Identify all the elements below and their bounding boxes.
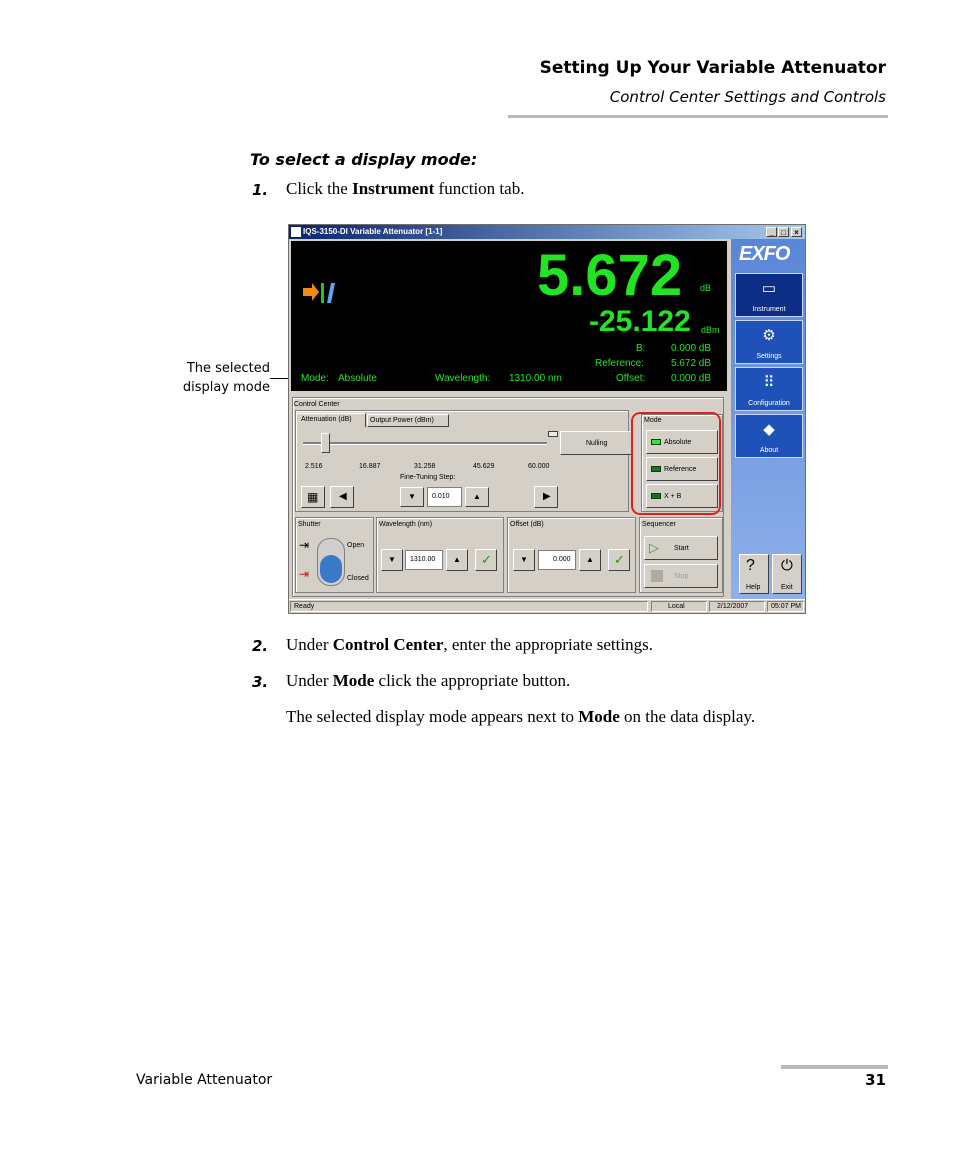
wavelength-up-button[interactable] [446,549,468,571]
about-tab[interactable]: ◆ About [735,414,803,458]
function-sidebar [731,239,806,599]
mode-display-label: Mode: [301,373,329,384]
tab-output-power[interactable]: Output Power (dBm) [367,414,449,427]
triangle-down-icon: ▼ [388,555,396,564]
mode-group-title: Mode [644,417,662,424]
attenuation-slider-thumb[interactable] [321,433,330,453]
decrement-button[interactable] [330,486,354,508]
wavelength-down-button[interactable] [381,549,403,571]
shutter-open-label: Open [347,542,365,549]
keypad-icon: ▦ [307,490,319,504]
callout-label: The selected display mode [182,361,270,395]
instrument-icon: ▭ [761,280,777,297]
slider-max-marker [548,431,558,437]
shutter-closed-label: Closed [347,575,369,582]
app-icon [291,227,301,237]
control-center-title: Control Center [294,401,340,408]
checkmark-icon: ✓ [614,552,625,567]
power-icon: ⏻ [781,557,793,574]
triangle-up-icon: ▲ [453,555,461,564]
fine-step-up-button[interactable] [465,487,489,507]
minimize-button[interactable]: _ [766,227,777,237]
step-3-number: 3. [252,673,269,691]
step-1-number: 1. [252,181,269,199]
help-button[interactable]: ? Help [739,554,769,594]
running-header-subtitle: Control Center Settings and Controls [609,88,886,106]
mode-display-value: Absolute [338,373,377,384]
configuration-icon: ⠿ [763,374,775,391]
sequencer-start-button[interactable]: ▷ Start [644,536,718,560]
shutter-toggle[interactable] [317,538,345,586]
triangle-up-icon: ▲ [473,492,481,501]
triangle-left-icon: ◀ [339,491,347,502]
triangle-right-icon: ▶ [543,491,551,502]
settings-tab[interactable]: ⚙ Settings [735,320,803,364]
fine-tuning-input[interactable]: 0.010 [427,487,462,507]
wavelength-display-value: 1310.00 nm [509,373,562,384]
stop-icon [651,570,663,582]
offset-title: Offset (dB) [510,521,544,528]
attenuation-unit: dB [700,283,712,293]
offset-value: 0.000 dB [671,373,712,384]
status-ready: Ready [290,601,648,612]
configuration-tab[interactable]: ⠿ Configuration [735,367,803,411]
exit-button[interactable]: ⏻ Exit [772,554,802,594]
attenuator-arrow-icon [303,279,337,307]
shutter-closed-icon: ⇥ [299,567,310,581]
status-bar [289,599,805,614]
offset-input[interactable]: 0.000 [538,550,576,570]
page-number: 31 [865,1071,886,1089]
step-1-text: Click the Instrument function tab. [286,179,525,198]
reference-value: 5.672 dB [671,358,712,369]
fine-tuning-label: Fine-Tuning Step: [400,474,456,481]
wavelength-display-label: Wavelength: [435,373,491,384]
mode-x-plus-b-button[interactable]: X + B [646,484,718,508]
wavelength-apply-button[interactable] [475,549,497,571]
tab-attenuation[interactable]: Attenuation (dB) [296,413,366,427]
tick-label: 16.887 [359,463,381,470]
step-3-text: Under Mode click the appropriate button. [286,671,571,690]
window-titlebar [289,225,805,239]
tick-label: 2.516 [305,463,323,470]
about-icon: ◆ [763,421,775,438]
status-time: 05:07 PM [767,601,804,612]
power-value: -25.122 [589,305,691,338]
sequencer-stop-button[interactable]: Stop [644,564,718,588]
reference-label: Reference: [595,358,644,369]
shutter-title: Shutter [298,521,321,528]
instrument-tab[interactable]: ▭ Instrument [735,273,803,317]
tick-label: 45.629 [473,463,495,470]
exfo-logo: EXFO [739,243,790,265]
result-note: The selected display mode appears next to Mode on the data display. [286,707,756,726]
offset-up-button[interactable] [579,549,601,571]
increment-button[interactable] [534,486,558,508]
offset-apply-button[interactable] [608,549,630,571]
play-icon: ▷ [649,540,659,555]
power-unit: dBm [701,325,720,335]
fine-step-down-button[interactable] [400,487,424,507]
status-date: 2/12/2007 [709,601,765,612]
tick-label: 31.258 [414,463,436,470]
tick-label: 60.000 [528,463,550,470]
procedure-title: To select a display mode: [250,150,478,169]
restore-button[interactable]: □ [778,227,789,237]
triangle-down-icon: ▼ [408,492,416,501]
attenuation-slider-track [303,442,547,445]
footer-rule [781,1065,888,1069]
mode-reference-button[interactable]: Reference [646,457,718,481]
step-2-text: Under Control Center, enter the appropriate settings. [286,635,653,654]
mode-highlight-annotation [631,412,721,515]
attenuator-window [288,224,806,614]
offset-down-button[interactable] [513,549,535,571]
data-display [291,241,727,391]
shutter-open-icon: ⇥ [299,538,310,552]
header-rule [508,115,888,118]
keypad-button[interactable] [301,486,325,508]
step-2-number: 2. [252,637,269,655]
running-header-title: Setting Up Your Variable Attenuator [539,58,886,78]
attenuation-value: 5.672 [537,243,683,308]
window-title: IQS-3150-DI Variable Attenuator [1-1] [303,227,443,236]
help-icon: ? [746,557,755,574]
footer-product-name: Variable Attenuator [136,1072,273,1088]
checkmark-icon: ✓ [481,552,492,567]
wavelength-input[interactable]: 1310.00 [405,550,443,570]
mode-absolute-button[interactable]: Absolute [646,430,718,454]
triangle-down-icon: ▼ [520,555,528,564]
triangle-up-icon: ▲ [586,555,594,564]
shutter-toggle-knob [320,555,342,583]
nulling-button[interactable]: Nulling [560,431,632,455]
close-button[interactable]: × [791,227,802,237]
sequencer-title: Sequencer [642,521,676,528]
offset-label: Offset: [616,373,646,384]
status-local: Local [651,601,707,612]
b-label: B: [636,343,646,354]
b-value: 0.000 dB [671,343,712,354]
wavelength-title: Wavelength (nm) [379,521,433,528]
settings-icon: ⚙ [762,327,776,344]
